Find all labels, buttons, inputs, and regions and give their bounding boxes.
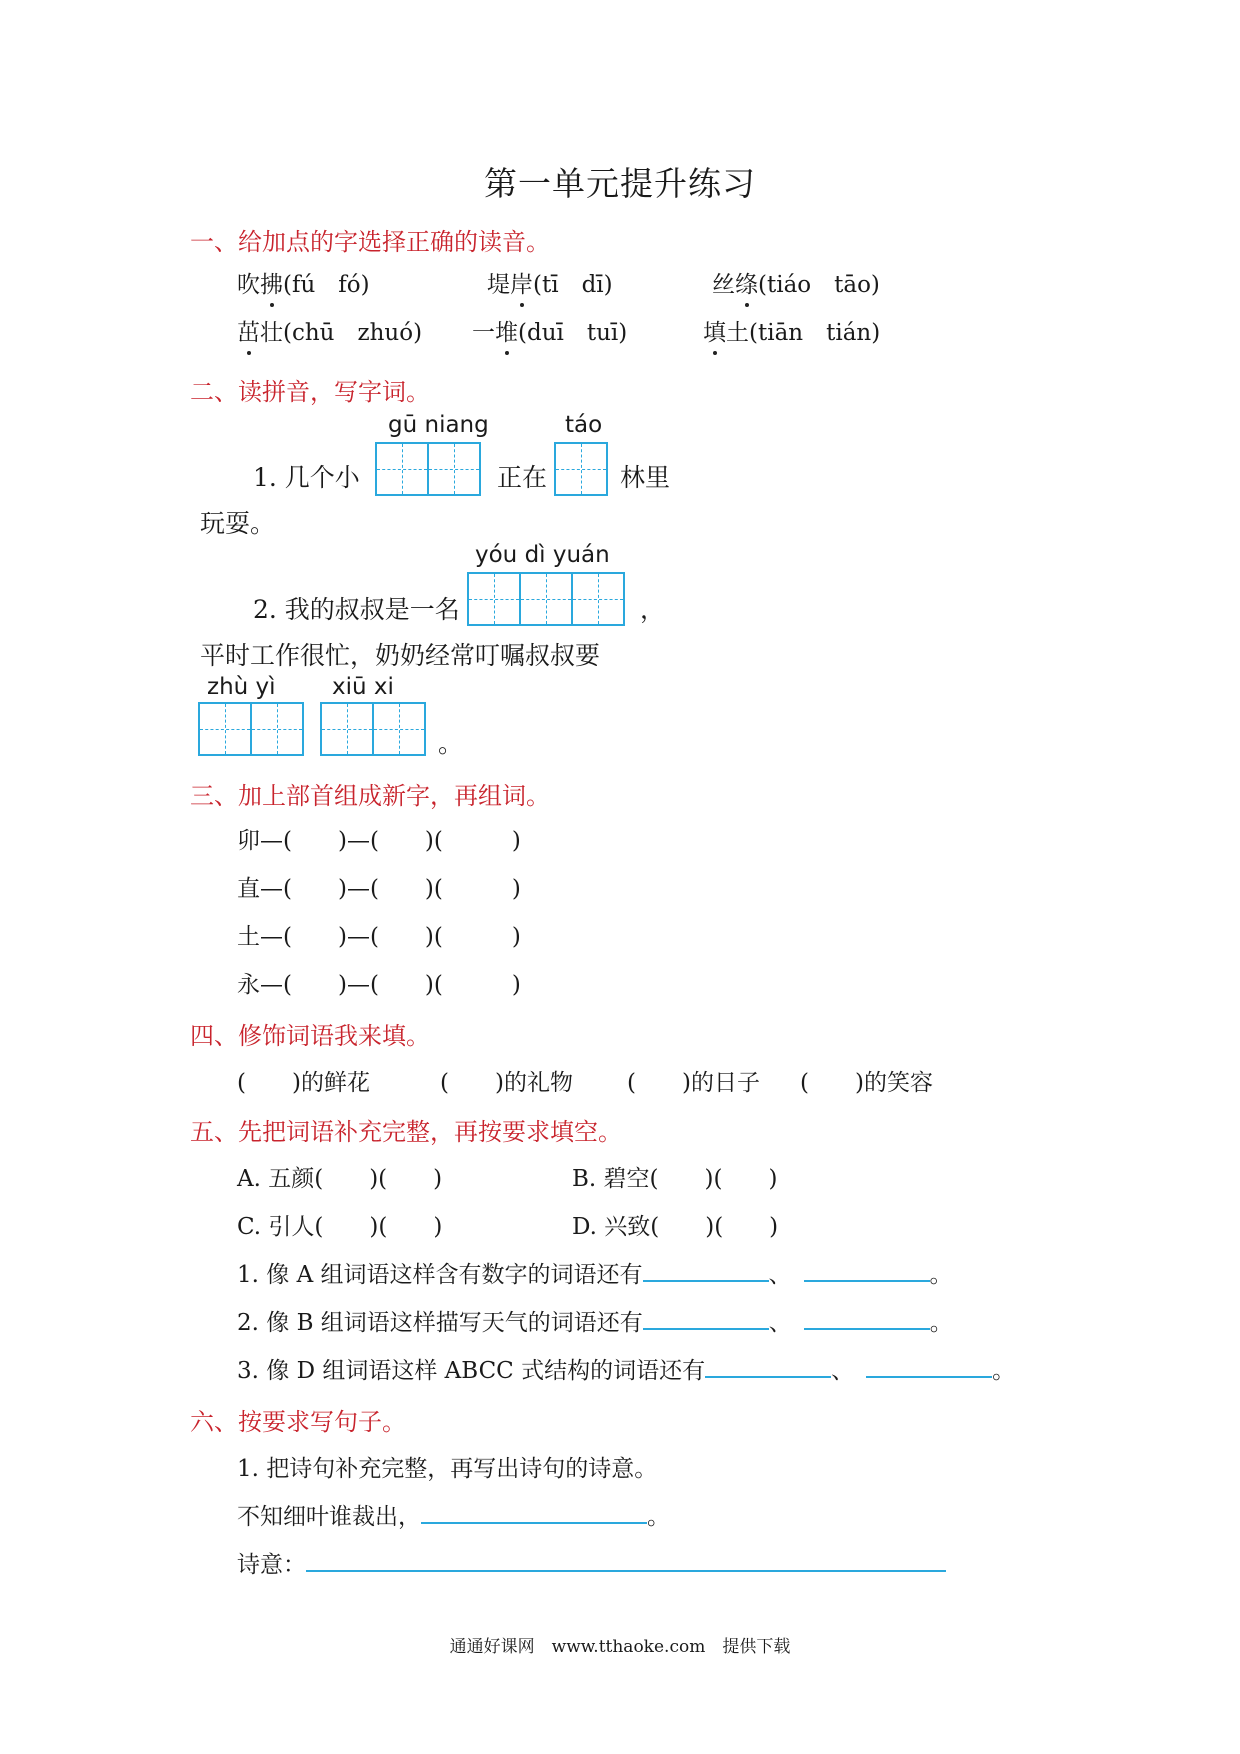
answer-blank[interactable] xyxy=(804,1260,930,1282)
radical-row-3: 土—( )—( )( ) xyxy=(237,924,521,950)
s6-question-1: 1. 把诗句补充完整，再写出诗句的诗意。 xyxy=(237,1456,658,1482)
answer-blank[interactable] xyxy=(804,1308,930,1330)
answer-grid-you-di-yuan[interactable] xyxy=(467,572,625,626)
q2-end: 。 xyxy=(438,729,464,758)
section-6-heading: 六、按要求写句子。 xyxy=(190,1408,406,1436)
q2-prefix: 2. 我的叔叔是一名 xyxy=(253,595,460,624)
radical-row-4: 永—( )—( )( ) xyxy=(237,972,521,998)
word-d: D. 兴致( )( ) xyxy=(572,1214,779,1240)
section-4-heading: 四、修饰词语我来填。 xyxy=(190,1022,430,1050)
answer-blank[interactable] xyxy=(705,1356,831,1378)
q1-continuation: 玩耍。 xyxy=(200,509,276,538)
grid-cell[interactable] xyxy=(571,572,625,626)
grid-cell[interactable] xyxy=(198,702,252,756)
s5-question-1: 1. 像 A 组词语这样含有数字的词语还有 、 。 xyxy=(237,1262,953,1288)
grid-cell[interactable] xyxy=(250,702,304,756)
pinyin-item-5: 一堆(duī tuī) xyxy=(472,314,627,347)
section-5-heading: 五、先把词语补充完整，再按要求填空。 xyxy=(190,1118,622,1146)
answer-grid-zhu-yi[interactable] xyxy=(198,702,304,756)
pinyin-xiu-xi: xiū xi xyxy=(332,674,394,700)
modifier-item-2: ( )的礼物 xyxy=(440,1070,573,1096)
pinyin-gu-niang: gū niang xyxy=(388,412,489,438)
section-1-heading: 一、给加点的字选择正确的读音。 xyxy=(190,228,550,256)
grid-cell[interactable] xyxy=(320,702,374,756)
section-2-heading: 二、读拼音，写字词。 xyxy=(190,378,430,406)
pinyin-item-6: 填土(tiān tián) xyxy=(703,314,880,347)
word-b: B. 碧空( )( ) xyxy=(572,1166,778,1192)
pinyin-you-di-yuan: yóu dì yuán xyxy=(475,542,610,568)
pinyin-item-4: 茁壮(chū zhuó) xyxy=(237,314,422,347)
q1-middle: 正在 xyxy=(497,463,548,492)
word-a: A. 五颜( )( ) xyxy=(237,1166,443,1192)
q2-comma: ， xyxy=(640,595,666,624)
grid-cell[interactable] xyxy=(554,442,608,496)
answer-blank[interactable] xyxy=(643,1308,769,1330)
radical-row-1: 卯—( )—( )( ) xyxy=(237,828,521,854)
meaning-answer-blank[interactable] xyxy=(306,1550,946,1572)
pinyin-tao: táo xyxy=(565,412,603,438)
grid-cell[interactable] xyxy=(427,442,481,496)
answer-grid-gu-niang[interactable] xyxy=(375,442,481,496)
radical-row-2: 直—( )—( )( ) xyxy=(237,876,521,902)
modifier-item-1: ( )的鲜花 xyxy=(237,1070,370,1096)
q2-line2: 平时工作很忙，奶奶经常叮嘱叔叔要 xyxy=(200,641,601,670)
section-3-heading: 三、加上部首组成新字，再组词。 xyxy=(190,782,550,810)
poem-answer-blank[interactable] xyxy=(421,1502,647,1524)
grid-cell[interactable] xyxy=(375,442,429,496)
pinyin-item-1: 吹拂(fú fó) xyxy=(237,266,370,299)
poem-meaning: 诗意： xyxy=(237,1546,946,1579)
q1-suffix: 林里 xyxy=(620,463,671,492)
answer-blank[interactable] xyxy=(643,1260,769,1282)
pinyin-zhu-yi: zhù yì xyxy=(207,674,276,700)
modifier-item-3: ( )的日子 xyxy=(627,1070,760,1096)
answer-grid-xiu-xi[interactable] xyxy=(320,702,426,756)
grid-cell[interactable] xyxy=(467,572,521,626)
s5-question-3: 3. 像 D 组词语这样 ABCC 式结构的词语还有 、 。 xyxy=(237,1358,1016,1384)
pinyin-item-2: 堤岸(tī dī) xyxy=(487,266,613,299)
word-c: C. 引人( )( ) xyxy=(237,1214,443,1240)
grid-cell[interactable] xyxy=(372,702,426,756)
answer-grid-tao[interactable] xyxy=(554,442,608,496)
s5-question-2: 2. 像 B 组词语这样描写天气的词语还有 、 。 xyxy=(237,1310,953,1336)
grid-cell[interactable] xyxy=(519,572,573,626)
answer-blank[interactable] xyxy=(866,1356,992,1378)
modifier-item-4: ( )的笑容 xyxy=(800,1070,933,1096)
q1-prefix: 1. 几个小 xyxy=(253,463,360,492)
pinyin-item-3: 丝绦(tiáo tāo) xyxy=(712,266,880,299)
footer-credit: 通通好课网 www.tthaoke.com 提供下载 xyxy=(449,1637,791,1657)
poem-line: 不知细叶谁裁出， 。 xyxy=(237,1504,670,1530)
page-title: 第一单元提升练习 xyxy=(484,164,756,203)
